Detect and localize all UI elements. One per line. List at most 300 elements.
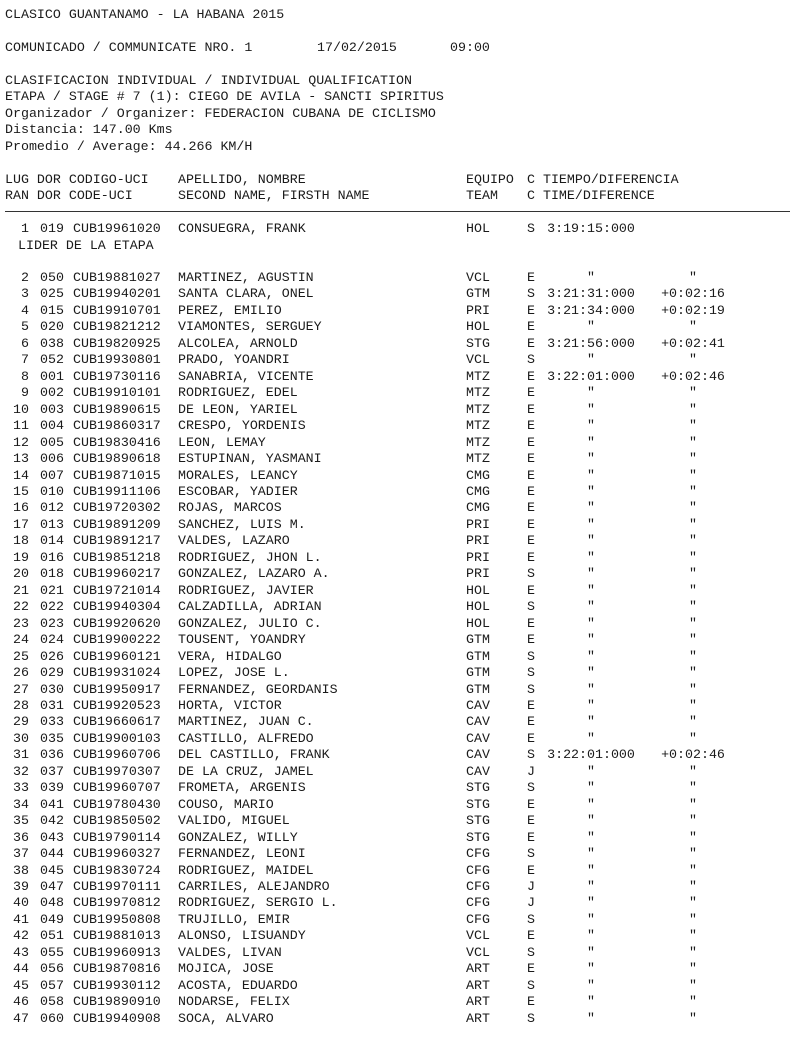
bib-cell: 019 [40, 221, 64, 236]
rider-name-cell: VALDES, LIVAN [178, 944, 282, 960]
distance-info: Distancia: 147.00 Kms [5, 122, 173, 137]
table-row [5, 797, 795, 813]
rider-name-cell: LOPEZ, JOSE L. [178, 665, 290, 681]
rank-cell: 34 [13, 796, 29, 812]
uci-code-cell: CUB19930801 [73, 352, 161, 368]
diff-cell: +0:02:19 [661, 302, 725, 318]
uci-code-cell: CUB19881013 [73, 928, 161, 944]
bib-cell: 056 [40, 961, 64, 977]
time-cell: " [587, 483, 595, 499]
time-cell: " [587, 697, 595, 713]
team-cell: PRI [466, 549, 490, 565]
bib-cell: 012 [40, 500, 64, 516]
rider-name-cell: NODARSE, FELIX [178, 994, 290, 1010]
team-cell: PRI [466, 533, 490, 549]
team-cell: VCL [466, 944, 490, 960]
category-cell: E [527, 582, 535, 598]
table-row [5, 764, 795, 780]
category-cell: S [527, 846, 535, 862]
category-cell: E [527, 319, 535, 335]
bib-cell: 049 [40, 911, 64, 927]
time-cell: " [587, 879, 595, 895]
average-info: Promedio / Average: 44.266 KM/H [5, 139, 253, 154]
team-cell: GTM [466, 665, 490, 681]
table-row [5, 402, 795, 418]
team-cell: GTM [466, 681, 490, 697]
rank-cell: 29 [13, 714, 29, 730]
uci-code-cell: CUB19960121 [73, 648, 161, 664]
team-cell: ART [466, 994, 490, 1010]
table-row [5, 484, 795, 500]
bib-cell: 060 [40, 1010, 64, 1026]
diff-cell: +0:02:16 [661, 286, 725, 302]
rider-name-cell: FERNANDEZ, GEORDANIS [178, 681, 338, 697]
rank-cell: 37 [13, 846, 29, 862]
table-header-row [5, 172, 795, 188]
diff-cell: " [689, 615, 697, 631]
bib-cell: 004 [40, 418, 64, 434]
diff-cell: " [689, 813, 697, 829]
time-cell: " [587, 533, 595, 549]
uci-code-cell: CUB19910101 [73, 385, 161, 401]
diff-cell: " [689, 599, 697, 615]
diff-cell: +0:02:46 [661, 747, 725, 763]
table-row [5, 500, 795, 516]
category-cell: E [527, 270, 535, 285]
bib-cell: 023 [40, 615, 64, 631]
diff-cell: " [689, 319, 697, 335]
category-cell: E [527, 401, 535, 417]
time-cell: " [587, 911, 595, 927]
team-cell: STG [466, 780, 490, 796]
bib-cell: 014 [40, 533, 64, 549]
team-cell: STG [466, 335, 490, 351]
uci-code-cell: CUB19970111 [73, 879, 161, 895]
diff-cell: " [689, 352, 697, 368]
rider-name-cell: GONZALEZ, JULIO C. [178, 615, 322, 631]
uci-code-cell: CUB19721014 [73, 582, 161, 598]
leader-note: LIDER DE LA ETAPA [18, 238, 154, 253]
bib-cell: 031 [40, 697, 64, 713]
table-row [5, 270, 795, 286]
uci-code-cell: CUB19890910 [73, 994, 161, 1010]
uci-code-cell: CUB19920620 [73, 615, 161, 631]
rider-name-cell: FROMETA, ARGENIS [178, 780, 306, 796]
rank-cell: 36 [13, 829, 29, 845]
uci-code-cell: CUB19850502 [73, 813, 161, 829]
communique-label: COMUNICADO / COMMUNICATE NRO. 1 [5, 40, 253, 55]
time-cell: " [587, 961, 595, 977]
uci-code-cell: CUB19881027 [73, 270, 161, 285]
time-cell: " [587, 270, 595, 285]
rank-cell: 45 [13, 977, 29, 993]
rank-cell: 16 [13, 500, 29, 516]
bib-cell: 033 [40, 714, 64, 730]
diff-cell: " [689, 879, 697, 895]
rider-name-cell: PEREZ, EMILIO [178, 302, 282, 318]
race-title: CLASICO GUANTANAMO - LA HABANA 2015 [5, 7, 285, 22]
rank-cell: 24 [13, 632, 29, 648]
rank-cell: 10 [13, 401, 29, 417]
table-row [5, 517, 795, 533]
uci-code-cell: CUB19890615 [73, 401, 161, 417]
uci-code-cell: CUB19960217 [73, 566, 161, 582]
rank-cell: 2 [21, 270, 29, 285]
uci-code-cell: CUB19870816 [73, 961, 161, 977]
table-row [5, 780, 795, 796]
uci-code-cell: CUB19930112 [73, 977, 161, 993]
header-cell: EQUIPO [466, 172, 514, 187]
team-cell: HOL [466, 319, 490, 335]
table-row [5, 961, 795, 977]
uci-code-cell: CUB19960707 [73, 780, 161, 796]
table-row [5, 221, 795, 237]
bib-cell: 022 [40, 599, 64, 615]
table-row [5, 632, 795, 648]
uci-code-cell: CUB19860317 [73, 418, 161, 434]
rank-cell: 21 [13, 582, 29, 598]
category-cell: S [527, 780, 535, 796]
rank-cell: 23 [13, 615, 29, 631]
communique-date: 17/02/2015 [317, 40, 397, 55]
table-row [5, 369, 795, 385]
diff-cell: " [689, 928, 697, 944]
rider-name-cell: SOCA, ALVARO [178, 1010, 274, 1026]
rank-cell: 39 [13, 879, 29, 895]
diff-cell: " [689, 582, 697, 598]
rider-name-cell: CONSUEGRA, FRANK [178, 221, 306, 236]
rider-name-cell: RODRIGUEZ, JHON L. [178, 549, 322, 565]
diff-cell: +0:02:41 [661, 335, 725, 351]
time-cell: " [587, 566, 595, 582]
rank-cell: 26 [13, 665, 29, 681]
diff-cell: " [689, 467, 697, 483]
rank-cell: 7 [21, 352, 29, 368]
table-row [5, 583, 795, 599]
rider-name-cell: MOJICA, JOSE [178, 961, 274, 977]
rider-name-cell: GONZALEZ, LAZARO A. [178, 566, 330, 582]
team-cell: GTM [466, 632, 490, 648]
time-cell: " [587, 977, 595, 993]
diff-cell: " [689, 780, 697, 796]
category-cell: E [527, 961, 535, 977]
rank-cell: 19 [13, 549, 29, 565]
time-cell: " [587, 780, 595, 796]
diff-cell: " [689, 434, 697, 450]
time-cell: " [587, 599, 595, 615]
rank-cell: 30 [13, 730, 29, 746]
team-cell: VCL [466, 270, 490, 285]
category-cell: E [527, 483, 535, 499]
table-row [5, 846, 795, 862]
time-cell: " [587, 829, 595, 845]
diff-cell: " [689, 270, 697, 285]
header-cell: RAN DOR CODE-UCI [5, 188, 133, 203]
bib-cell: 018 [40, 566, 64, 582]
bib-cell: 035 [40, 730, 64, 746]
bib-cell: 044 [40, 846, 64, 862]
rider-name-cell: FERNANDEZ, LEONI [178, 846, 306, 862]
table-row [5, 566, 795, 582]
uci-code-cell: CUB19890618 [73, 451, 161, 467]
bib-cell: 047 [40, 879, 64, 895]
rank-cell: 20 [13, 566, 29, 582]
category-cell: S [527, 977, 535, 993]
diff-cell: " [689, 994, 697, 1010]
diff-cell: " [689, 533, 697, 549]
rider-name-cell: ACOSTA, EDUARDO [178, 977, 298, 993]
table-row [5, 665, 795, 681]
team-cell: STG [466, 829, 490, 845]
rank-cell: 5 [21, 319, 29, 335]
uci-code-cell: CUB19730116 [73, 368, 161, 384]
diff-cell: " [689, 862, 697, 878]
rank-cell: 4 [21, 302, 29, 318]
team-cell: STG [466, 813, 490, 829]
rider-name-cell: PRADO, YOANDRI [178, 352, 290, 368]
team-cell: CFG [466, 895, 490, 911]
category-cell: S [527, 1010, 535, 1026]
diff-cell: " [689, 829, 697, 845]
table-row [5, 731, 795, 747]
table-row [5, 649, 795, 665]
rider-name-cell: RODRIGUEZ, SERGIO L. [178, 895, 338, 911]
diff-cell: " [689, 566, 697, 582]
category-cell: E [527, 697, 535, 713]
bib-cell: 050 [40, 270, 64, 285]
rank-cell: 3 [21, 286, 29, 302]
time-cell: 3:22:01:000 [547, 747, 635, 763]
rider-name-cell: MORALES, LEANCY [178, 467, 298, 483]
table-row [5, 352, 795, 368]
team-cell: VCL [466, 352, 490, 368]
rank-cell: 38 [13, 862, 29, 878]
diff-cell: " [689, 648, 697, 664]
rider-name-cell: ESCOBAR, YADIER [178, 483, 298, 499]
uci-code-cell: CUB19780430 [73, 796, 161, 812]
rider-name-cell: MARTINEZ, JUAN C. [178, 714, 314, 730]
time-cell: " [587, 500, 595, 516]
header-cell: SECOND NAME, FIRSTH NAME [178, 188, 370, 203]
rank-cell: 17 [13, 516, 29, 532]
diff-cell: " [689, 401, 697, 417]
table-row [5, 813, 795, 829]
bib-cell: 005 [40, 434, 64, 450]
category-cell: E [527, 302, 535, 318]
diff-cell: " [689, 977, 697, 993]
diff-cell: " [689, 1010, 697, 1026]
time-cell: " [587, 385, 595, 401]
rank-cell: 6 [21, 335, 29, 351]
category-cell: E [527, 434, 535, 450]
rank-cell: 14 [13, 467, 29, 483]
diff-cell: " [689, 961, 697, 977]
time-cell: " [587, 681, 595, 697]
table-row [5, 468, 795, 484]
table-row [5, 385, 795, 401]
time-cell: " [587, 434, 595, 450]
header-cell: APELLIDO, NOMBRE [178, 172, 306, 187]
category-cell: E [527, 730, 535, 746]
rank-cell: 22 [13, 599, 29, 615]
classification-title: CLASIFICACION INDIVIDUAL / INDIVIDUAL QUALIFICATION [5, 73, 412, 88]
time-cell: " [587, 319, 595, 335]
rider-name-cell: RODRIGUEZ, JAVIER [178, 582, 314, 598]
rank-cell: 28 [13, 697, 29, 713]
bib-cell: 038 [40, 335, 64, 351]
rider-name-cell: VERA, HIDALGO [178, 648, 282, 664]
table-row [5, 698, 795, 714]
team-cell: PRI [466, 516, 490, 532]
diff-cell: " [689, 681, 697, 697]
team-cell: CAV [466, 697, 490, 713]
rider-name-cell: DE LA CRUZ, JAMEL [178, 763, 314, 779]
team-cell: HOL [466, 582, 490, 598]
team-cell: CFG [466, 862, 490, 878]
category-cell: J [527, 763, 535, 779]
rank-cell: 44 [13, 961, 29, 977]
rank-cell: 33 [13, 780, 29, 796]
time-cell: " [587, 714, 595, 730]
category-cell: J [527, 895, 535, 911]
bib-cell: 039 [40, 780, 64, 796]
time-cell: " [587, 648, 595, 664]
team-cell: MTZ [466, 385, 490, 401]
team-cell: CFG [466, 911, 490, 927]
category-cell: E [527, 928, 535, 944]
category-cell: E [527, 500, 535, 516]
category-cell: E [527, 385, 535, 401]
table-row [5, 830, 795, 846]
rider-name-cell: RODRIGUEZ, MAIDEL [178, 862, 314, 878]
table-header-row [5, 188, 795, 204]
category-cell: E [527, 714, 535, 730]
rank-cell: 47 [13, 1010, 29, 1026]
team-cell: CMG [466, 483, 490, 499]
team-cell: HOL [466, 221, 490, 236]
category-cell: S [527, 566, 535, 582]
team-cell: CMG [466, 467, 490, 483]
rank-cell: 8 [21, 368, 29, 384]
time-cell: " [587, 632, 595, 648]
rank-cell: 41 [13, 911, 29, 927]
category-cell: J [527, 879, 535, 895]
time-cell: " [587, 1010, 595, 1026]
rank-cell: 25 [13, 648, 29, 664]
rank-cell: 32 [13, 763, 29, 779]
bib-cell: 051 [40, 928, 64, 944]
team-cell: MTZ [466, 418, 490, 434]
time-cell: " [587, 763, 595, 779]
diff-cell: " [689, 632, 697, 648]
diff-cell: " [689, 665, 697, 681]
category-cell: E [527, 533, 535, 549]
uci-code-cell: CUB19660617 [73, 714, 161, 730]
diff-cell: " [689, 549, 697, 565]
rank-cell: 15 [13, 483, 29, 499]
team-cell: HOL [466, 615, 490, 631]
time-cell: " [587, 944, 595, 960]
rider-name-cell: MARTINEZ, AGUSTIN [178, 270, 314, 285]
rider-name-cell: COUSO, MARIO [178, 796, 274, 812]
category-cell: S [527, 747, 535, 763]
category-cell: E [527, 615, 535, 631]
uci-code-cell: CUB19940201 [73, 286, 161, 302]
category-cell: S [527, 911, 535, 927]
team-cell: ART [466, 977, 490, 993]
time-cell: " [587, 895, 595, 911]
diff-cell: " [689, 911, 697, 927]
rider-name-cell: DE LEON, YARIEL [178, 401, 298, 417]
uci-code-cell: CUB19960913 [73, 944, 161, 960]
header-cell: C TIEMPO/DIFERENCIA [527, 172, 679, 187]
bib-cell: 041 [40, 796, 64, 812]
table-row [5, 895, 795, 911]
category-cell: E [527, 796, 535, 812]
category-cell: E [527, 829, 535, 845]
uci-code-cell: CUB19970307 [73, 763, 161, 779]
time-cell: " [587, 516, 595, 532]
uci-code-cell: CUB19970812 [73, 895, 161, 911]
bib-cell: 055 [40, 944, 64, 960]
diff-cell: " [689, 516, 697, 532]
uci-code-cell: CUB19911106 [73, 483, 161, 499]
team-cell: MTZ [466, 451, 490, 467]
team-cell: HOL [466, 599, 490, 615]
bib-cell: 026 [40, 648, 64, 664]
table-row [5, 682, 795, 698]
table-row [5, 747, 795, 763]
table-row [5, 550, 795, 566]
diff-cell: " [689, 714, 697, 730]
category-cell: S [527, 221, 535, 236]
bib-cell: 003 [40, 401, 64, 417]
team-cell: GTM [466, 286, 490, 302]
rider-name-cell: VIAMONTES, SERGUEY [178, 319, 322, 335]
table-row [5, 978, 795, 994]
organizer-info: Organizador / Organizer: FEDERACION CUBANA DE CICLISMO [5, 106, 436, 121]
table-row [5, 863, 795, 879]
category-cell: E [527, 813, 535, 829]
category-cell: S [527, 648, 535, 664]
rank-cell: 35 [13, 813, 29, 829]
rider-name-cell: DEL CASTILLO, FRANK [178, 747, 330, 763]
bib-cell: 036 [40, 747, 64, 763]
uci-code-cell: CUB19720302 [73, 500, 161, 516]
rider-name-cell: SANCHEZ, LUIS M. [178, 516, 306, 532]
table-row [5, 599, 795, 615]
team-cell: ART [466, 1010, 490, 1026]
team-cell: CAV [466, 714, 490, 730]
bib-cell: 007 [40, 467, 64, 483]
time-cell: " [587, 418, 595, 434]
table-row [5, 319, 795, 335]
rider-name-cell: TOUSENT, YOANDRY [178, 632, 306, 648]
diff-cell: " [689, 451, 697, 467]
table-row [5, 714, 795, 730]
bib-cell: 021 [40, 582, 64, 598]
time-cell: " [587, 730, 595, 746]
diff-cell: " [689, 763, 697, 779]
team-cell: PRI [466, 302, 490, 318]
rider-name-cell: ROJAS, MARCOS [178, 500, 282, 516]
uci-code-cell: CUB19940304 [73, 599, 161, 615]
rider-name-cell: CRESPO, YORDENIS [178, 418, 306, 434]
team-cell: CAV [466, 747, 490, 763]
time-cell: " [587, 994, 595, 1010]
header-cell: TEAM [466, 188, 498, 203]
diff-cell: " [689, 846, 697, 862]
